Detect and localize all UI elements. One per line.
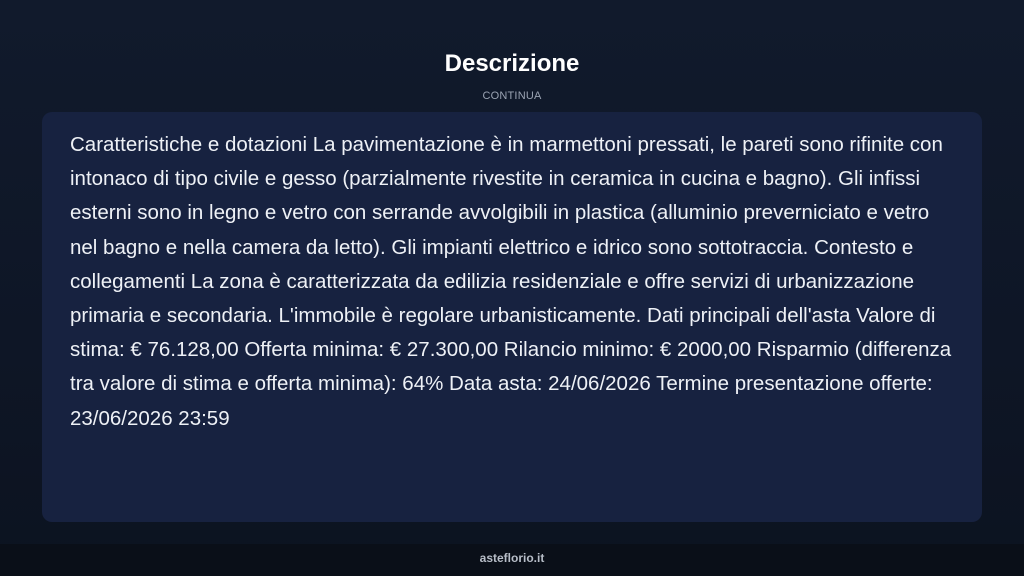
description-card [42,112,982,522]
description-text: Caratteristiche e dotazioni La pavimentazione è in marmettoni pressati, le pareti sono rifinite con intonaco di tipo civile e gesso (parzialmente rivestite in ceramica in cucina e bagno). Gli infissi esterni sono in legno e vetro con serrande avvolgibili in plastica (alluminio preverniciato e vetro nel bagno e nella camera da letto). Gli impianti elettrico e idrico sono sottotraccia. Contesto e collegamenti La zona è caratterizzata da edilizia residenziale e offre servizi di urbanizzazione primaria e secondaria. L'immobile è regolare urbanisticamente. Dati principali dell'asta Valore di stima: € 76.128,00 Offerta minima: € 27.300,00 Rilancio minimo: € 2000,00 Risparmio (differenza tra valore di stima e offerta minima): 64% Data asta: 24/06/2026 Termine presentazione offerte: 23/06/2026 23:59 [70,133,952,430]
page-title: Descrizione [444,50,580,77]
footer [0,544,1024,576]
continua-label: CONTINUA [482,90,542,102]
site-name: asteflorio.it [479,551,545,565]
